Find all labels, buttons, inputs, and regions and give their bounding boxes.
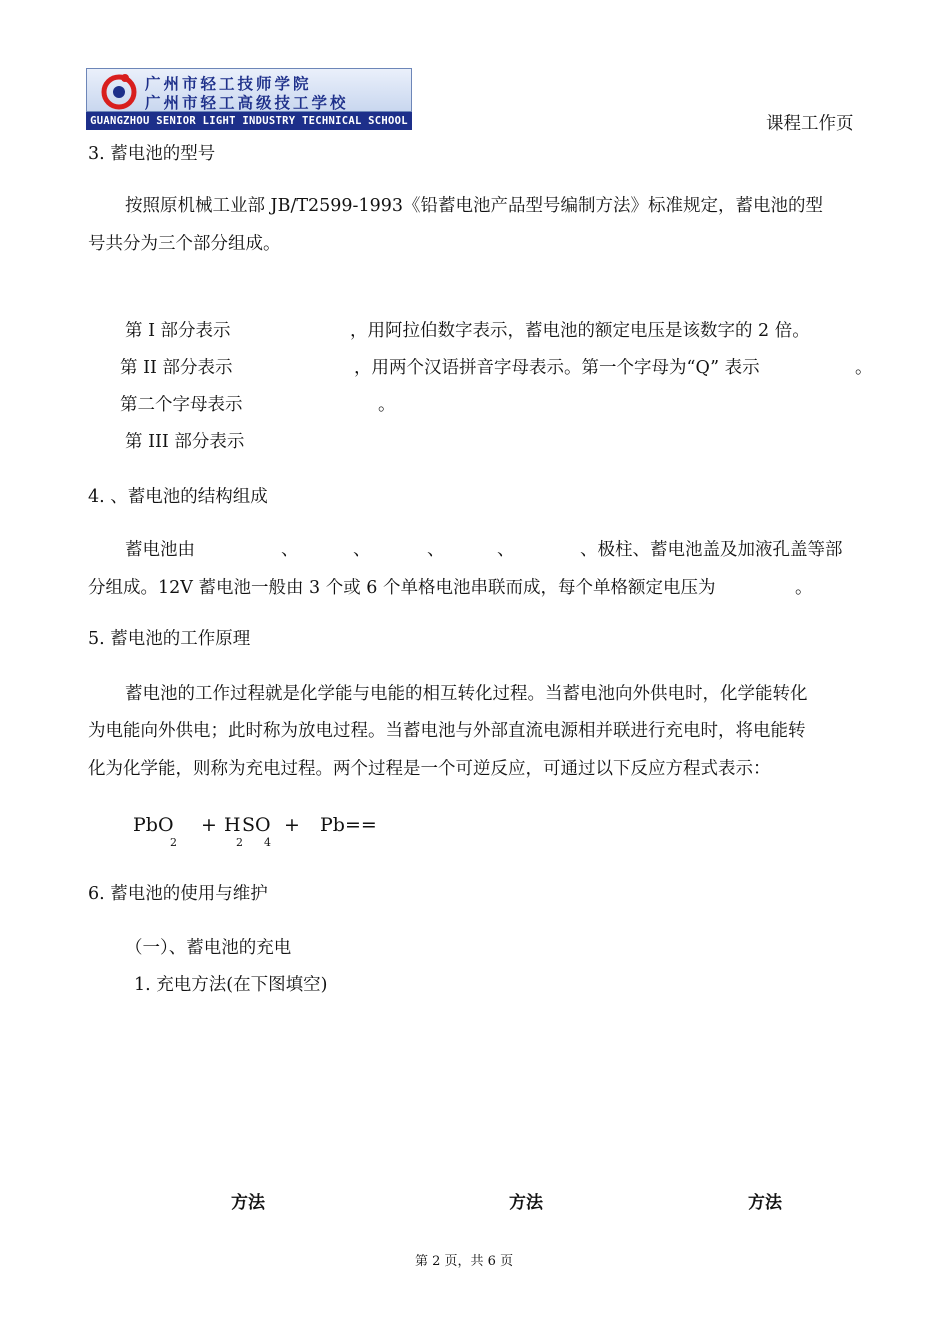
eq-h: H	[224, 814, 241, 836]
method-label-2: 方法	[509, 1193, 543, 1213]
structure-separator: 、	[281, 540, 299, 560]
method-label-3: 方法	[748, 1193, 782, 1213]
page-footer: 第 2 页，共 6 页	[415, 1254, 514, 1269]
model-part-2-second-letter: 第二个字母表示	[120, 395, 243, 415]
section-heading-4: 4. 、蓄电池的结构组成	[88, 487, 268, 507]
eq-pb: Pb==	[320, 814, 377, 836]
eq-so: SO	[242, 814, 271, 836]
section3-para-line-2: 号共分为三个部分组成。	[88, 234, 281, 254]
eq-subscript: 2	[170, 836, 177, 849]
method-label-1: 方法	[231, 1193, 265, 1213]
model-part-2-desc: ，用两个汉语拼音字母表示。第一个字母为“Q” 表示	[354, 358, 760, 378]
model-part-3-label: 第 III 部分表示	[125, 432, 245, 452]
model-part-1-label: 第 I 部分表示	[125, 321, 231, 341]
structure-line-end: 、极柱、蓄电池盖及加液孔盖等部	[580, 540, 843, 560]
section-heading-5: 5. 蓄电池的工作原理	[88, 629, 251, 649]
principle-para-line-1: 蓄电池的工作过程就是化学能与电能的相互转化过程。当蓄电池向外供电时，化学能转化	[125, 684, 808, 704]
model-part-2-second-end: 。	[378, 395, 396, 415]
eq-subscript: 4	[264, 836, 271, 849]
structure-line-2: 分组成。12V 蓄电池一般由 3 个或 6 个单格电池串联而成，每个单格额定电压为	[88, 578, 716, 598]
structure-separator: 、	[427, 540, 445, 560]
structure-separator: 、	[353, 540, 371, 560]
logo-banner	[86, 68, 412, 112]
structure-line-start: 蓄电池由	[125, 540, 195, 560]
structure-separator: 、	[497, 540, 515, 560]
model-part-1-desc: ，用阿拉伯数字表示，蓄电池的额定电压是该数字的 2 倍。	[350, 321, 810, 341]
logo-school-name-1: 广州市轻工技师学院	[145, 75, 312, 93]
section-heading-3: 3. 蓄电池的型号	[88, 144, 216, 164]
model-part-2-label: 第 II 部分表示	[120, 358, 233, 378]
principle-para-line-2: 为电能向外供电；此时称为放电过程。当蓄电池与外部直流电源相并联进行充电时，将电能转	[88, 721, 806, 741]
eq-plus: +	[201, 814, 217, 836]
charging-method-item: 1. 充电方法(在下图填空)	[134, 975, 328, 995]
model-part-2-end: 。	[855, 358, 873, 378]
school-emblem-icon	[101, 72, 137, 110]
school-logo	[86, 68, 412, 130]
eq-pbo: PbO	[133, 814, 174, 836]
charging-subheading: （一）、蓄电池的充电	[125, 938, 292, 958]
eq-plus: +	[284, 814, 300, 836]
structure-line-2-end: 。	[795, 578, 813, 598]
section3-para-line-1: 按照原机械工业部 JB/T2599-1993《铅蓄电池产品型号编制方法》标准规定，蓄电池的型	[125, 196, 823, 216]
section-heading-6: 6. 蓄电池的使用与维护	[88, 884, 268, 904]
logo-english-name: GUANGZHOU SENIOR LIGHT INDUSTRY TECHNICAL SCHOOL	[86, 112, 412, 130]
eq-subscript: 2	[236, 836, 243, 849]
logo-school-name-2: 广州市轻工高级技工学校	[145, 94, 349, 112]
principle-para-line-3: 化为化学能，则称为充电过程。两个过程是一个可逆反应，可通过以下反应方程式表示：	[88, 759, 771, 779]
page-label: 课程工作页	[766, 114, 854, 134]
